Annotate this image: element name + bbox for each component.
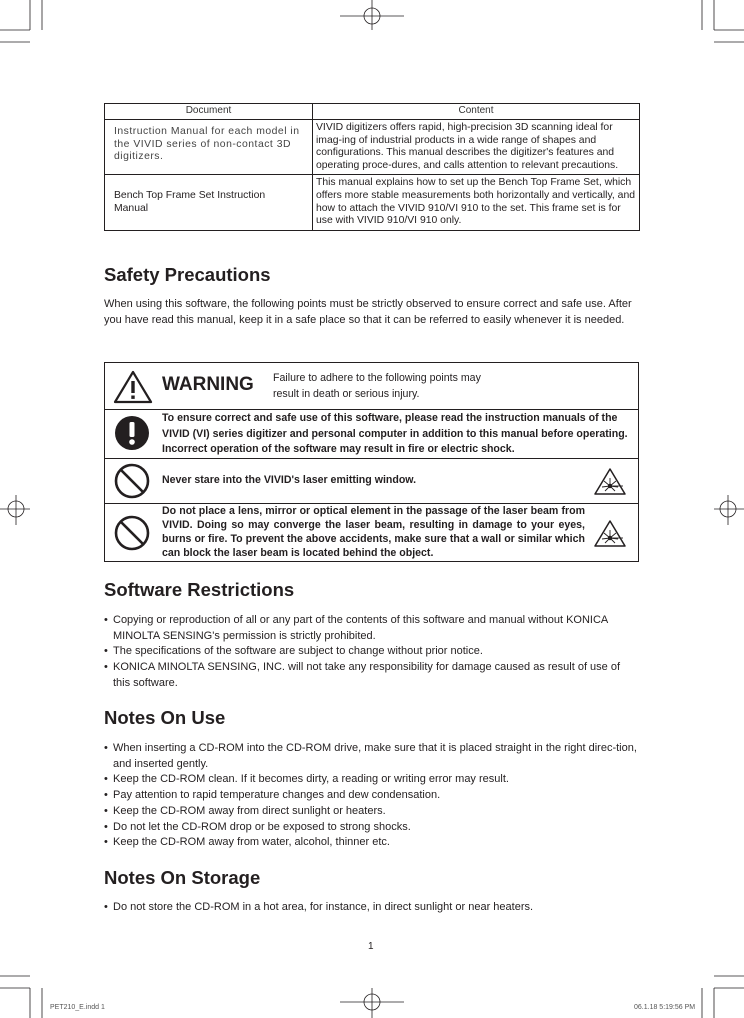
list-item: • Keep the CD-ROM away from direct sunlight or heaters.	[104, 804, 640, 820]
safety-intro: When using this software, the following points must be strictly observed to ensure correct and safe use. After you have read this manual, keep it in a safe place so that it can be referred to easily whenever it is needed.	[104, 298, 632, 326]
warning-description: Failure to adhere to the following points may result in death or serious injury.	[273, 372, 481, 400]
footer-timestamp: 06.1.18 5:19:56 PM	[634, 1004, 696, 1011]
laser-hazard-icon	[593, 519, 627, 548]
notes-on-use-list	[104, 741, 640, 851]
list-item: • Keep the CD-ROM clean. If it becomes dirty, a reading or writing error may result.	[104, 772, 640, 788]
table-header-row	[105, 104, 640, 120]
list-item: • Keep the CD-ROM away from water, alcohol, thinner etc.	[104, 835, 640, 851]
table-row	[105, 120, 640, 175]
list-item: • When inserting a CD-ROM into the CD-ROM drive, make sure that it is placed straight in the right direc-tion, and inserted gently.	[104, 741, 640, 772]
document-table	[104, 103, 640, 231]
warning-item	[105, 458, 638, 503]
list-item: • Copying or reproduction of all or any part of the contents of this software and manual without KONICA MINOLTA SENSING's permission is strictly prohibited.	[104, 613, 640, 644]
prohibition-icon	[114, 515, 150, 551]
header-document: Document	[105, 104, 313, 120]
software-restrictions-heading: Software Restrictions	[104, 579, 295, 600]
warning-item-text: Never stare into the VIVID's laser emitting window.	[162, 474, 417, 486]
list-item: • The specifications of the software are subject to change without prior notice.	[104, 644, 640, 660]
software-restrictions-list	[104, 613, 640, 692]
notes-on-storage-heading: Notes On Storage	[104, 867, 261, 888]
warning-triangle-icon	[113, 369, 153, 405]
notes-on-use-heading: Notes On Use	[104, 707, 226, 728]
table-cell-document: Bench Top Frame Set Instruction Manual	[105, 175, 313, 230]
table-row	[105, 175, 640, 230]
safety-precautions-heading: Safety Precautions	[104, 264, 271, 285]
table-cell-document: Instruction Manual for each model in the VIVID series of non-contact 3D digitizers.	[105, 120, 313, 175]
footer-file-info: PET210_E.indd 1	[50, 1004, 105, 1011]
list-item: • Do not store the CD-ROM in a hot area, for instance, in direct sunlight or near heaters.	[104, 900, 640, 916]
list-item: • Do not let the CD-ROM drop or be exposed to strong shocks.	[104, 820, 640, 836]
warning-item-text: Do not place a lens, mirror or optical element in the passage of the laser beam from VIVID. Doing so may converge the laser beam, resulting in damage to your eyes, burns or fire. To prevent the above accidents, make sure that a wall or similar which can block the laser beam is located behind the object.	[162, 505, 585, 559]
table-cell-content: VIVID digitizers offers rapid, high-precision 3D scanning ideal for imag-ing of industrial products in a wide range of shapes and configurations. This manual describes the digitizer's features and operating proce-dures, and calls attention to relevant precautions.	[313, 120, 640, 175]
table-cell-content: This manual explains how to set up the Bench Top Frame Set, which offers more stable measurements both horizontally and vertically, and how to attach the VIVID 910/VI 910 to the set. This frame set is for use with VIVID 910/VI 910 only.	[313, 175, 640, 230]
warning-item	[105, 409, 638, 457]
notes-on-storage-list	[104, 900, 640, 916]
header-content: Content	[313, 104, 640, 120]
warning-box	[104, 362, 639, 562]
mandatory-action-icon	[114, 415, 150, 451]
laser-hazard-icon	[593, 467, 627, 496]
warning-label: WARNING	[162, 374, 254, 395]
warning-item	[105, 503, 638, 561]
page-number: 1	[368, 941, 374, 952]
list-item: • KONICA MINOLTA SENSING, INC. will not take any responsibility for damage caused as result of use of this software.	[104, 660, 640, 691]
warning-item-text: To ensure correct and safe use of this software, please read the instruction manuals of the VIVID (VI) series digitizer and personal computer in addition to this manual before operating. Incorrect operation of the software may result in fire or electric shock.	[162, 412, 628, 456]
prohibition-icon	[114, 463, 150, 499]
list-item: • Pay attention to rapid temperature changes and dew condensation.	[104, 788, 640, 804]
